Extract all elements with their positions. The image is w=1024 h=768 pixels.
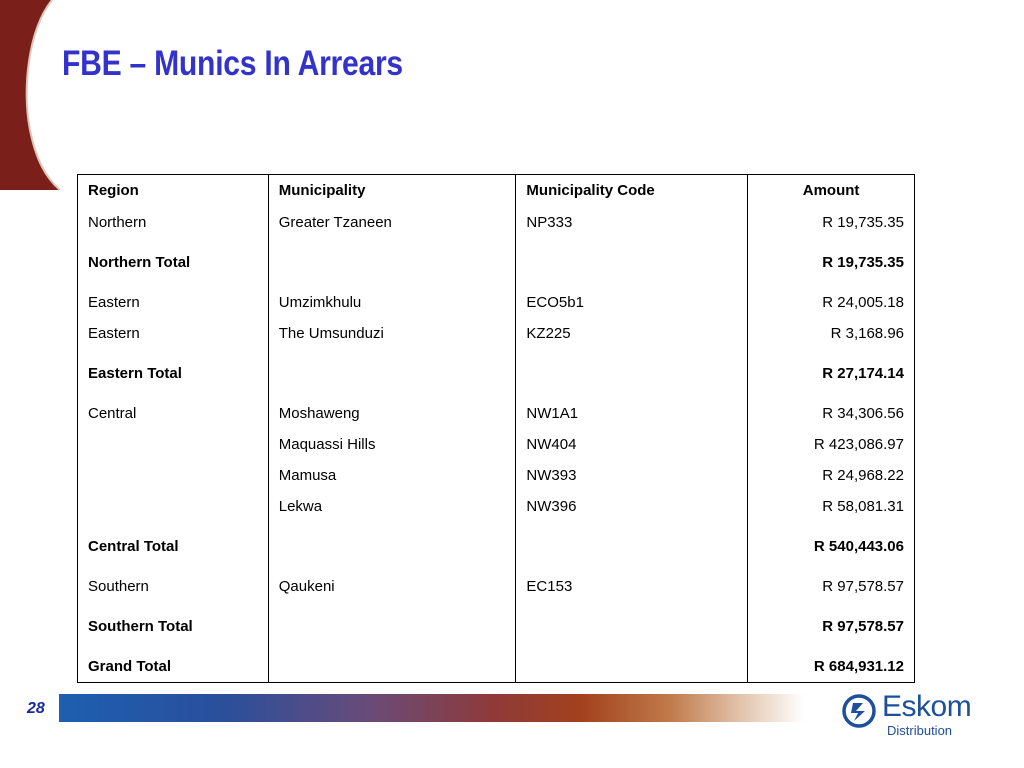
cell-region: Southern <box>78 571 269 602</box>
table-row <box>78 287 915 318</box>
cell-code: ECO5b1 <box>516 287 748 318</box>
cell-code: KZ225 <box>516 318 748 349</box>
subtotal-row <box>78 349 915 398</box>
corner-swoosh-decoration <box>0 0 60 190</box>
header-municipality: Municipality <box>268 175 516 208</box>
logo-subtitle: Distribution <box>887 723 953 738</box>
cell-amount: R 19,735.35 <box>748 238 915 287</box>
cell-code: NP333 <box>516 207 748 238</box>
cell-amount: R 24,005.18 <box>748 287 915 318</box>
cell-municipality: Greater Tzaneen <box>268 207 516 238</box>
cell-municipality: Qaukeni <box>268 571 516 602</box>
cell-amount: R 27,174.14 <box>748 349 915 398</box>
cell-region <box>78 429 269 460</box>
eskom-emblem-icon <box>842 694 876 728</box>
cell-code <box>516 238 748 287</box>
cell-region: Central <box>78 398 269 429</box>
cell-amount: R 97,578.57 <box>748 571 915 602</box>
cell-municipality: Lekwa <box>268 491 516 522</box>
cell-code <box>516 349 748 398</box>
header-municipality-code: Municipality Code <box>516 175 748 208</box>
cell-amount: R 423,086.97 <box>748 429 915 460</box>
cell-amount: R 34,306.56 <box>748 398 915 429</box>
footer-gradient-bar <box>59 694 804 722</box>
cell-code <box>516 602 748 651</box>
cell-region: Grand Total <box>78 651 269 683</box>
cell-amount: R 97,578.57 <box>748 602 915 651</box>
table-row <box>78 571 915 602</box>
cell-amount: R 3,168.96 <box>748 318 915 349</box>
cell-municipality: The Umsunduzi <box>268 318 516 349</box>
table-row <box>78 207 915 238</box>
table-row <box>78 318 915 349</box>
cell-municipality <box>268 602 516 651</box>
cell-municipality <box>268 651 516 683</box>
subtotal-row <box>78 522 915 571</box>
cell-municipality <box>268 522 516 571</box>
cell-region <box>78 491 269 522</box>
cell-region: Eastern Total <box>78 349 269 398</box>
table-row <box>78 460 915 491</box>
header-region: Region <box>78 175 269 208</box>
page-number: 28 <box>27 700 45 717</box>
cell-region: Northern <box>78 207 269 238</box>
cell-code: NW393 <box>516 460 748 491</box>
cell-region: Northern Total <box>78 238 269 287</box>
cell-municipality <box>268 238 516 287</box>
slide-title: FBE – Munics In Arrears <box>62 44 403 83</box>
cell-municipality <box>268 349 516 398</box>
cell-region: Central Total <box>78 522 269 571</box>
subtotal-row <box>78 602 915 651</box>
cell-region: Southern Total <box>78 602 269 651</box>
cell-amount: R 540,443.06 <box>748 522 915 571</box>
eskom-logo <box>842 692 982 740</box>
cell-code: EC153 <box>516 571 748 602</box>
table-header-row <box>78 175 915 208</box>
cell-amount: R 58,081.31 <box>748 491 915 522</box>
logo-wordmark: Eskom <box>882 690 972 723</box>
cell-municipality: Maquassi Hills <box>268 429 516 460</box>
grand-total-row <box>78 651 915 683</box>
subtotal-row <box>78 238 915 287</box>
cell-municipality: Umzimkhulu <box>268 287 516 318</box>
table-row <box>78 429 915 460</box>
cell-amount: R 24,968.22 <box>748 460 915 491</box>
arrears-table <box>77 174 915 683</box>
table-row <box>78 398 915 429</box>
cell-amount: R 684,931.12 <box>748 651 915 683</box>
cell-code <box>516 522 748 571</box>
cell-amount: R 19,735.35 <box>748 207 915 238</box>
cell-code: NW396 <box>516 491 748 522</box>
cell-region <box>78 460 269 491</box>
cell-code: NW1A1 <box>516 398 748 429</box>
cell-municipality: Mamusa <box>268 460 516 491</box>
cell-region: Eastern <box>78 287 269 318</box>
cell-code: NW404 <box>516 429 748 460</box>
cell-code <box>516 651 748 683</box>
header-amount: Amount <box>748 175 915 208</box>
table-row <box>78 491 915 522</box>
cell-municipality: Moshaweng <box>268 398 516 429</box>
cell-region: Eastern <box>78 318 269 349</box>
